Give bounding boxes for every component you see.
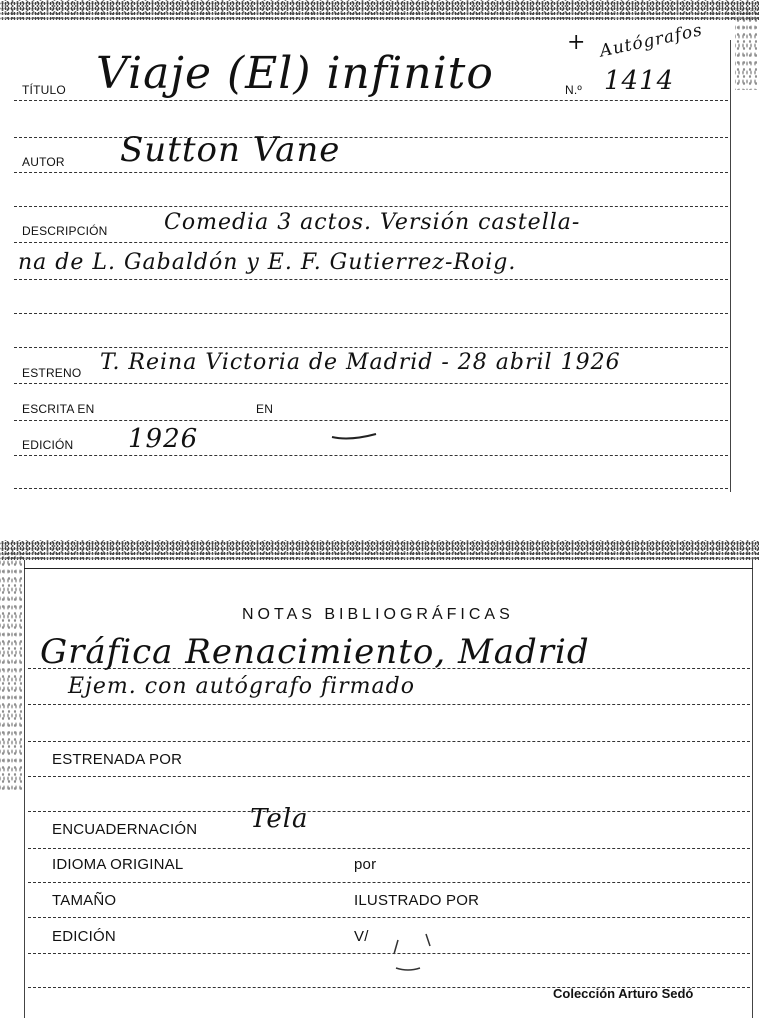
ilustrado-por-label: ILUSTRADO POR	[354, 892, 480, 909]
ruled-line	[14, 172, 728, 173]
card-right-edge	[752, 560, 753, 1018]
descripcion-label: DESCRIPCIÓN	[22, 224, 108, 238]
ruled-line	[28, 704, 750, 705]
numero-value: 1414	[604, 66, 675, 96]
en-label: EN	[256, 402, 274, 416]
card-left-edge	[24, 560, 25, 1018]
card-top-rule	[24, 568, 753, 569]
notas-heading: NOTAS BIBLIOGRÁFICAS	[242, 606, 514, 623]
notas-line-2: Ejem. con autógrafo firmado	[68, 674, 415, 699]
descripcion-line-2: na de L. Gabaldón y E. F. Gutierrez-Roig.	[18, 250, 517, 275]
ruled-line	[28, 776, 750, 777]
ruled-line	[28, 811, 750, 812]
tamano-label: TAMAÑO	[52, 892, 117, 909]
card-edge-texture	[0, 0, 759, 20]
autor-value: Sutton Vane	[120, 130, 341, 170]
encuadernacion-label: ENCUADERNACIÓN	[52, 821, 198, 838]
titulo-value: Viaje (El) infinito	[96, 48, 494, 99]
card-edge-texture	[0, 554, 22, 794]
por-label: por	[354, 856, 377, 873]
ruled-line	[14, 279, 728, 280]
ruled-line	[28, 882, 750, 883]
card-right-edge	[730, 40, 731, 492]
ruled-line	[14, 488, 728, 489]
notas-line-1: Gráfica Renacimiento, Madrid	[40, 632, 590, 672]
v-label: V/	[354, 928, 369, 945]
card-edge-texture	[735, 10, 757, 90]
catalog-card-front	[0, 0, 759, 495]
plus-mark: +	[567, 30, 587, 55]
ruled-line	[14, 206, 728, 207]
card-edge-texture	[0, 540, 759, 560]
idioma-original-label: IDIOMA ORIGINAL	[52, 856, 184, 873]
ruled-line	[14, 383, 728, 384]
ruled-line	[28, 848, 750, 849]
encuadernacion-value: Tela	[250, 804, 309, 834]
escrita-en-label: ESCRITA EN	[22, 402, 95, 416]
titulo-label: TÍTULO	[22, 83, 66, 97]
edicion-value: 1926	[128, 424, 199, 454]
ruled-line	[14, 455, 728, 456]
ruled-line	[28, 917, 750, 918]
estreno-value: T. Reina Victoria de Madrid - 28 abril 1926	[100, 350, 621, 375]
catalog-card-back	[0, 540, 759, 1028]
autor-label: AUTOR	[22, 155, 65, 169]
edicion-label-back: EDICIÓN	[52, 928, 116, 945]
collection-footer: Colección Arturo Sedó	[553, 986, 694, 1001]
ruled-line	[14, 420, 728, 421]
ruled-line	[14, 242, 728, 243]
pencil-stroke-mark	[378, 928, 438, 974]
pencil-dash-mark	[330, 428, 380, 442]
ruled-line	[14, 100, 728, 101]
ruled-line	[14, 313, 728, 314]
estrenada-por-label: ESTRENADA POR	[52, 751, 183, 768]
descripcion-line-1: Comedia 3 actos. Versión castella-	[164, 210, 581, 235]
edicion-label: EDICIÓN	[22, 438, 74, 452]
estreno-label: ESTRENO	[22, 366, 82, 380]
ruled-line	[28, 741, 750, 742]
autografos-note: Autógrafos	[598, 20, 705, 62]
ruled-line	[14, 347, 728, 348]
numero-label: N.º	[565, 83, 582, 97]
